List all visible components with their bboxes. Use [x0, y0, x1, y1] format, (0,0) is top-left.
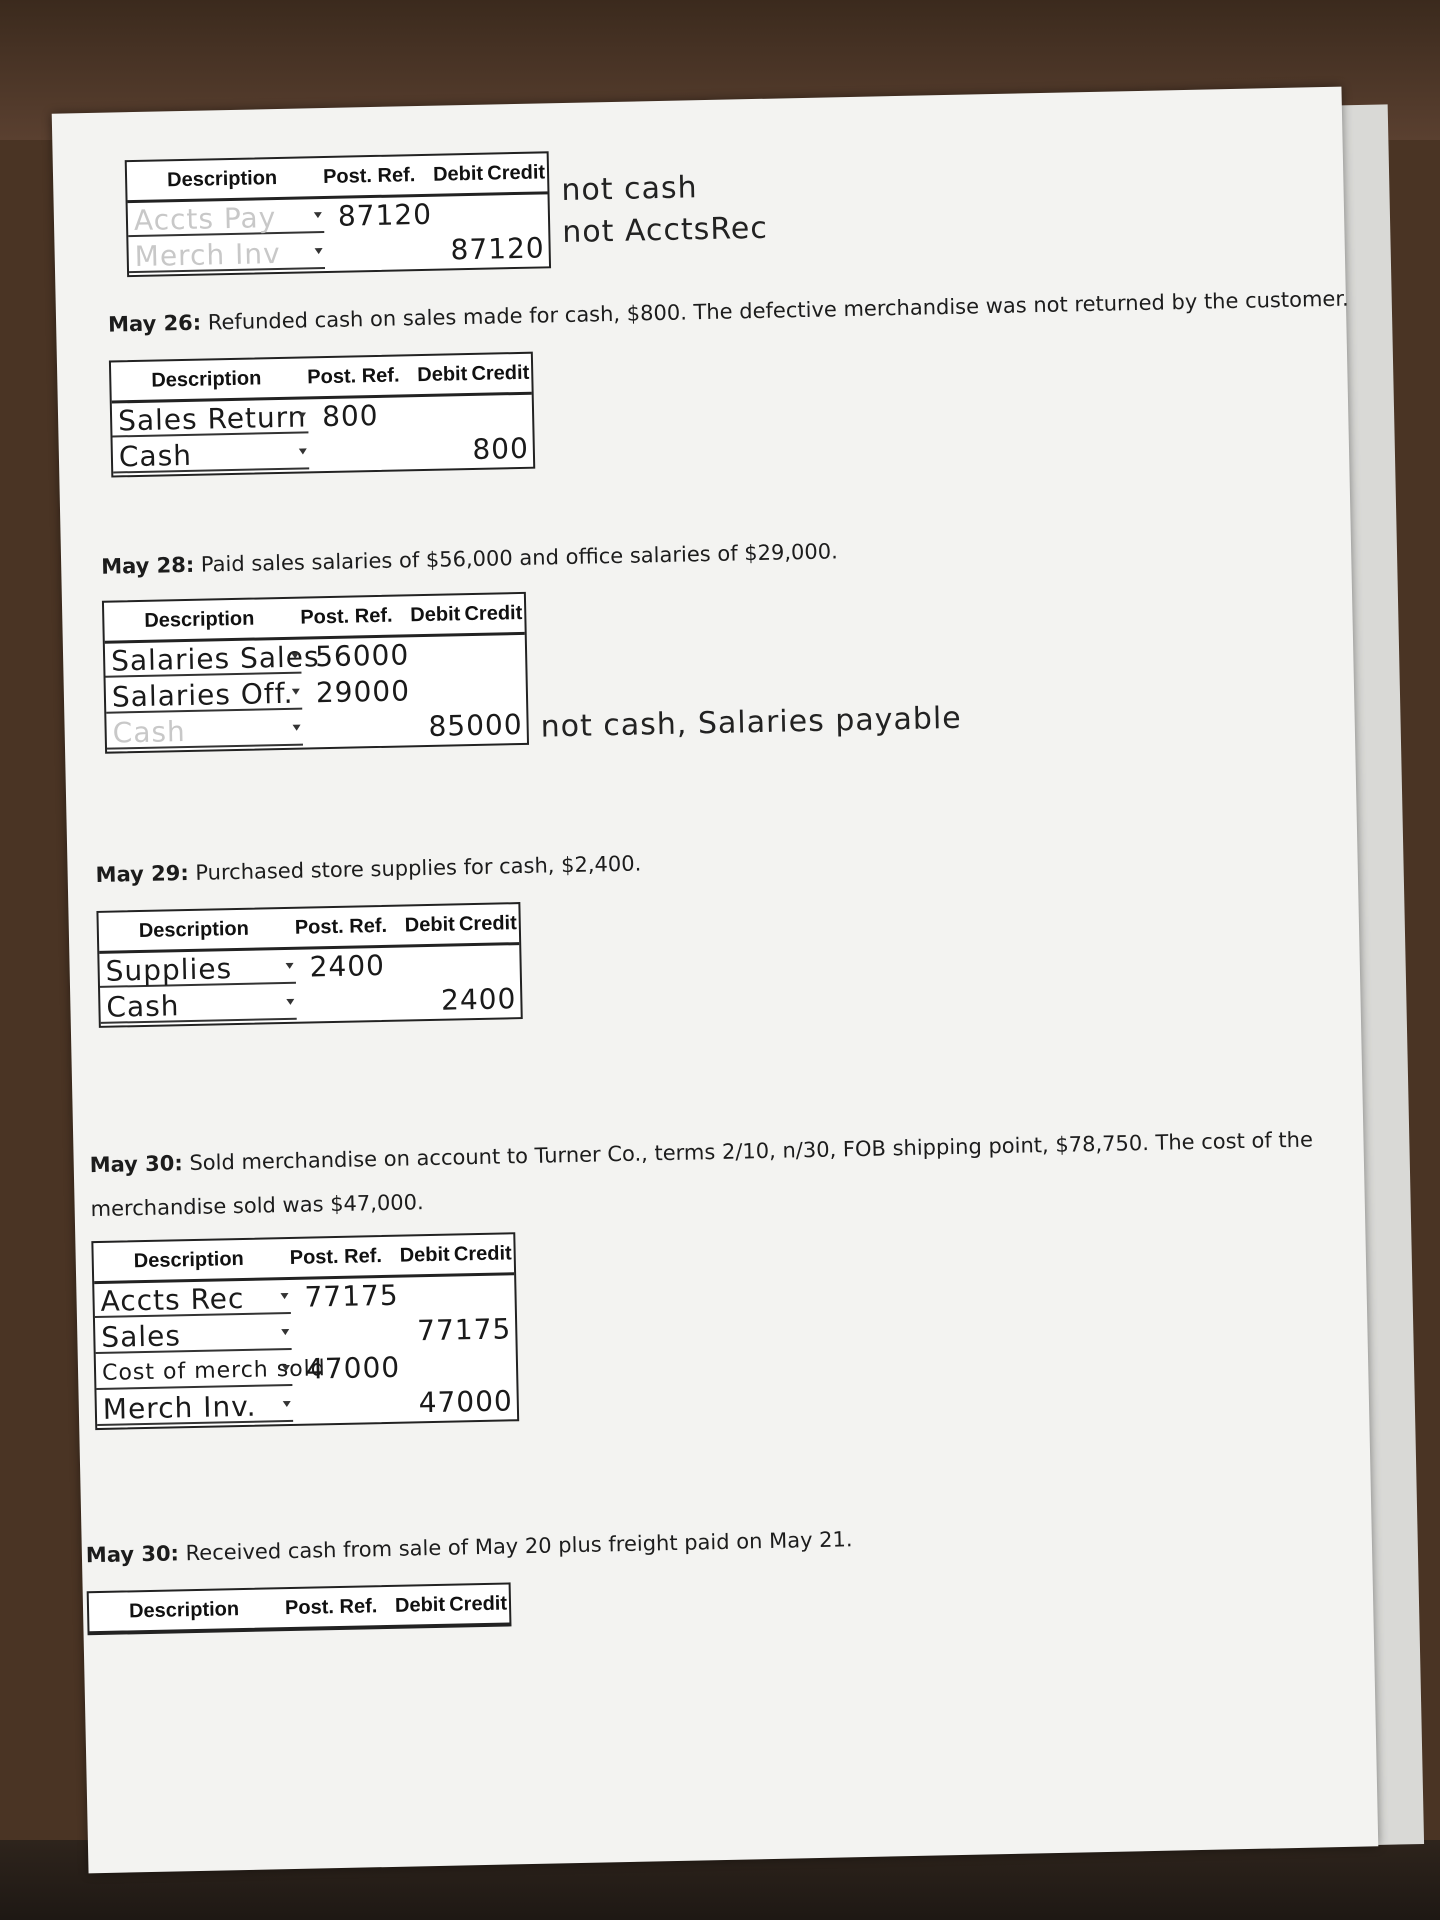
chevron-down-icon — [293, 725, 301, 731]
col-credit: Credit — [448, 1592, 508, 1616]
account-select[interactable]: Sales — [95, 1316, 292, 1354]
col-post-ref: Post. Ref. — [294, 914, 388, 939]
journal-table-4 — [96, 902, 522, 1028]
worksheet-page — [52, 87, 1379, 1874]
col-post-ref: Post. Ref. — [307, 364, 400, 389]
handwritten-note: not AcctsRec — [561, 210, 769, 251]
account-select[interactable]: Merch Inv — [128, 235, 325, 273]
col-debit: Debit — [404, 913, 456, 937]
col-description: Description — [144, 607, 255, 632]
entry-date: May 30: — [89, 1151, 184, 1178]
account-select[interactable]: Accts Pay — [128, 199, 325, 237]
question-may-29 — [95, 842, 642, 897]
chevron-down-icon — [286, 963, 294, 969]
debit-field[interactable]: 87120 — [337, 197, 433, 233]
credit-field[interactable]: 800 — [472, 431, 530, 466]
account-select[interactable]: Salaries Sales — [105, 640, 302, 678]
debit-field[interactable]: 56000 — [314, 638, 410, 674]
col-description: Description — [166, 166, 278, 192]
col-credit: Credit — [471, 361, 530, 385]
entry-date: May 30: — [85, 1541, 180, 1568]
account-select[interactable]: Accts Rec — [94, 1280, 291, 1318]
entry-date: May 26: — [107, 310, 202, 337]
question-may-26 — [108, 277, 1349, 347]
question-may-30-sale — [89, 1118, 1313, 1188]
debit-field[interactable]: 47000 — [305, 1350, 401, 1386]
col-post-ref: Post. Ref. — [284, 1595, 378, 1620]
col-debit: Debit — [432, 162, 484, 186]
col-post-ref: Post. Ref. — [300, 604, 393, 629]
chevron-down-icon — [283, 1401, 291, 1407]
table-row — [113, 431, 534, 476]
account-select[interactable]: Sales Return — [112, 399, 309, 437]
account-select[interactable]: Cost of merch sold — [96, 1352, 293, 1390]
col-credit: Credit — [487, 161, 546, 185]
account-select[interactable]: Merch Inv. — [96, 1388, 293, 1426]
entry-text: Purchased store supplies for cash, $2,400. — [188, 851, 642, 885]
debit-field[interactable]: 2400 — [309, 948, 386, 984]
question-may-30-receipt — [85, 1517, 853, 1577]
table-row — [106, 707, 527, 752]
col-credit: Credit — [458, 912, 517, 936]
col-description: Description — [133, 1247, 244, 1273]
debit-field[interactable]: 800 — [321, 398, 379, 434]
table-row — [96, 1383, 517, 1428]
col-post-ref: Post. Ref. — [322, 164, 416, 189]
chevron-down-icon — [292, 689, 300, 695]
journal-table-1 — [125, 151, 551, 277]
handwritten-note: not cash, Salaries payable — [540, 700, 963, 745]
journal-table-6 — [87, 1582, 512, 1635]
chevron-down-icon — [286, 999, 294, 1005]
col-debit: Debit — [410, 603, 461, 627]
question-may-30-sale-line2 — [90, 1180, 424, 1231]
col-debit: Debit — [399, 1243, 450, 1267]
account-select[interactable]: Supplies — [99, 950, 296, 988]
account-select[interactable]: Cash — [100, 986, 297, 1024]
table-row — [100, 981, 521, 1026]
account-select[interactable]: Salaries Off. — [106, 676, 303, 714]
chevron-down-icon — [314, 212, 322, 218]
table-header — [89, 1584, 510, 1631]
credit-field[interactable]: 87120 — [450, 231, 545, 267]
credit-field[interactable]: 85000 — [428, 707, 523, 743]
handwritten-note: not cash — [561, 170, 698, 209]
col-debit: Debit — [417, 363, 468, 387]
account-select[interactable]: Cash — [113, 435, 310, 473]
question-may-28 — [101, 529, 838, 588]
chevron-down-icon — [280, 1293, 288, 1299]
chevron-down-icon — [299, 448, 307, 454]
account-select[interactable]: Cash — [106, 712, 303, 750]
debit-field[interactable]: 77175 — [304, 1278, 399, 1314]
journal-table-5 — [91, 1232, 519, 1430]
debit-field[interactable]: 29000 — [315, 674, 411, 710]
col-credit: Credit — [453, 1242, 512, 1266]
entry-text: Paid sales salaries of $56,000 and office salaries of $29,000. — [193, 539, 839, 577]
col-post-ref: Post. Ref. — [289, 1245, 383, 1269]
entry-date: May 29: — [95, 861, 189, 887]
chevron-down-icon — [281, 1329, 289, 1335]
chevron-down-icon — [282, 1365, 290, 1371]
chevron-down-icon — [315, 248, 323, 254]
entry-text: Sold merchandise on account to Turner Co., terms 2/10, n/30, FOB shipping point, $78,750. The cost of the — [182, 1127, 1314, 1176]
table-row — [128, 230, 549, 275]
col-description: Description — [128, 1598, 240, 1623]
chevron-down-icon — [298, 412, 306, 418]
journal-table-2 — [109, 352, 535, 478]
journal-table-3 — [102, 592, 529, 754]
entry-text: Refunded cash on sales made for cash, $800. The defective merchandise was not returned by the customer. — [200, 286, 1349, 335]
entry-date: May 28: — [100, 552, 195, 579]
chevron-down-icon — [291, 653, 299, 659]
col-credit: Credit — [464, 601, 523, 626]
entry-text: merchandise sold was $47,000. — [90, 1190, 424, 1222]
credit-field[interactable]: 47000 — [418, 1384, 514, 1420]
col-description: Description — [138, 917, 250, 943]
credit-field[interactable]: 77175 — [416, 1312, 512, 1348]
col-description: Description — [151, 367, 262, 392]
entry-text: Received cash from sale of May 20 plus freight paid on May 21. — [178, 1527, 853, 1566]
credit-field[interactable]: 2400 — [440, 982, 517, 1017]
col-debit: Debit — [394, 1593, 446, 1617]
